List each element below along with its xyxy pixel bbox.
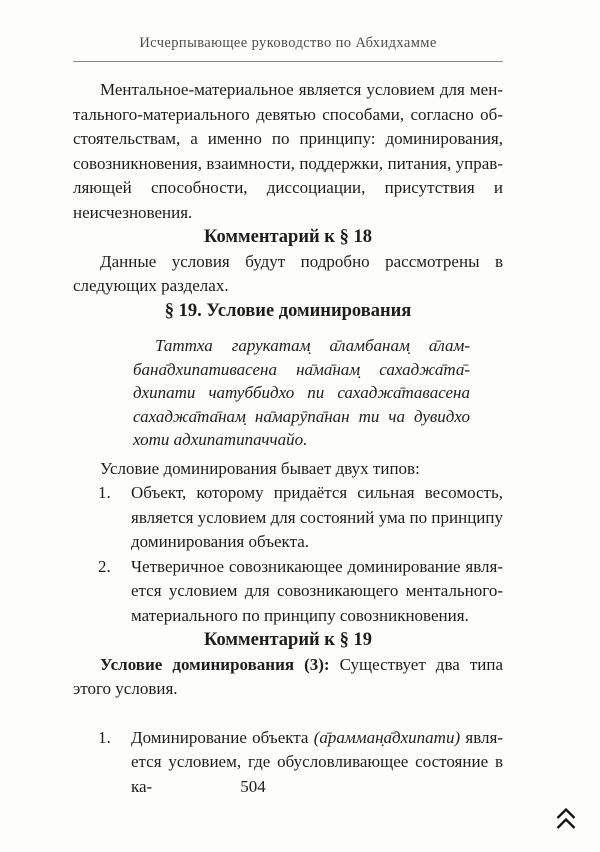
list-item	[73, 555, 503, 629]
page-header	[73, 0, 503, 62]
double-chevron-up-icon	[554, 806, 578, 832]
list-item-text: Объект, которому придаётся сильная весомость, является условием для состояний ума по принципу доминирования объекта.	[131, 483, 503, 551]
paragraph-mental-material: Ментальное-материальное является условием для ментального-материального девятью способами, согласно обстоятельствам, а именно по принципу: доминирования, совозникновения, взаимности, поддержки, питания, управляющей способности, диссоциации, присутствия и неисчезновения.	[73, 80, 503, 222]
item-text-before: Доминирование объекта	[131, 727, 314, 747]
pali-term-italic: (а̄рамман̣а̄дхипати)	[313, 727, 461, 747]
paragraph-comment-19-lead	[73, 653, 503, 702]
heading-comment-18: Комментарий к § 18	[204, 227, 372, 247]
header-rule	[73, 61, 503, 62]
heading-section-19: § 19. Условие доминирования	[164, 300, 412, 321]
page-content	[73, 78, 503, 799]
list-item-number: 1.	[98, 483, 111, 502]
list-item-text: Четверичное совозникающее доминирование является условием для совозникающего ментального-материального по принципу совозникновения.	[131, 556, 503, 625]
paragraph-comment-18: Данные условия будут подробно рассмотрены в следующих разделах.	[73, 251, 503, 295]
page-number: 504	[240, 777, 266, 796]
heading-comment-19: Комментарий к § 19	[204, 630, 372, 650]
paragraph-two-types-intro: Условие доминирования бывает двух типов:	[100, 458, 420, 478]
list-item-number: 2.	[98, 556, 111, 576]
pali-quote: Таттха гарукатам̣ а̄ламбанам̣ а̄ламбана̄дхипативасена на̄ма̄нам̣ сахаджа̄та̄дхипати чатуббидхо пи сахаджа̄тавасена сахаджа̄та̄нам̣ на̄марӯпа̄нан ти ча дувидхо хоти адхипатипаччайо.	[133, 336, 470, 449]
lead-rest-text: Существует два типа этого условия.	[73, 654, 503, 698]
list-item-number: 1.	[98, 727, 111, 747]
domination-types-list	[73, 481, 503, 628]
item-text-after: является условием, где обусловливающее состояние в ка-	[131, 727, 503, 796]
list-item	[73, 481, 503, 555]
running-title: Исчерпывающее руководство по Абхидхамме	[139, 35, 437, 51]
lead-bold-text: Условие доминирования (3):	[100, 654, 330, 674]
scroll-to-top-button[interactable]	[553, 805, 579, 833]
